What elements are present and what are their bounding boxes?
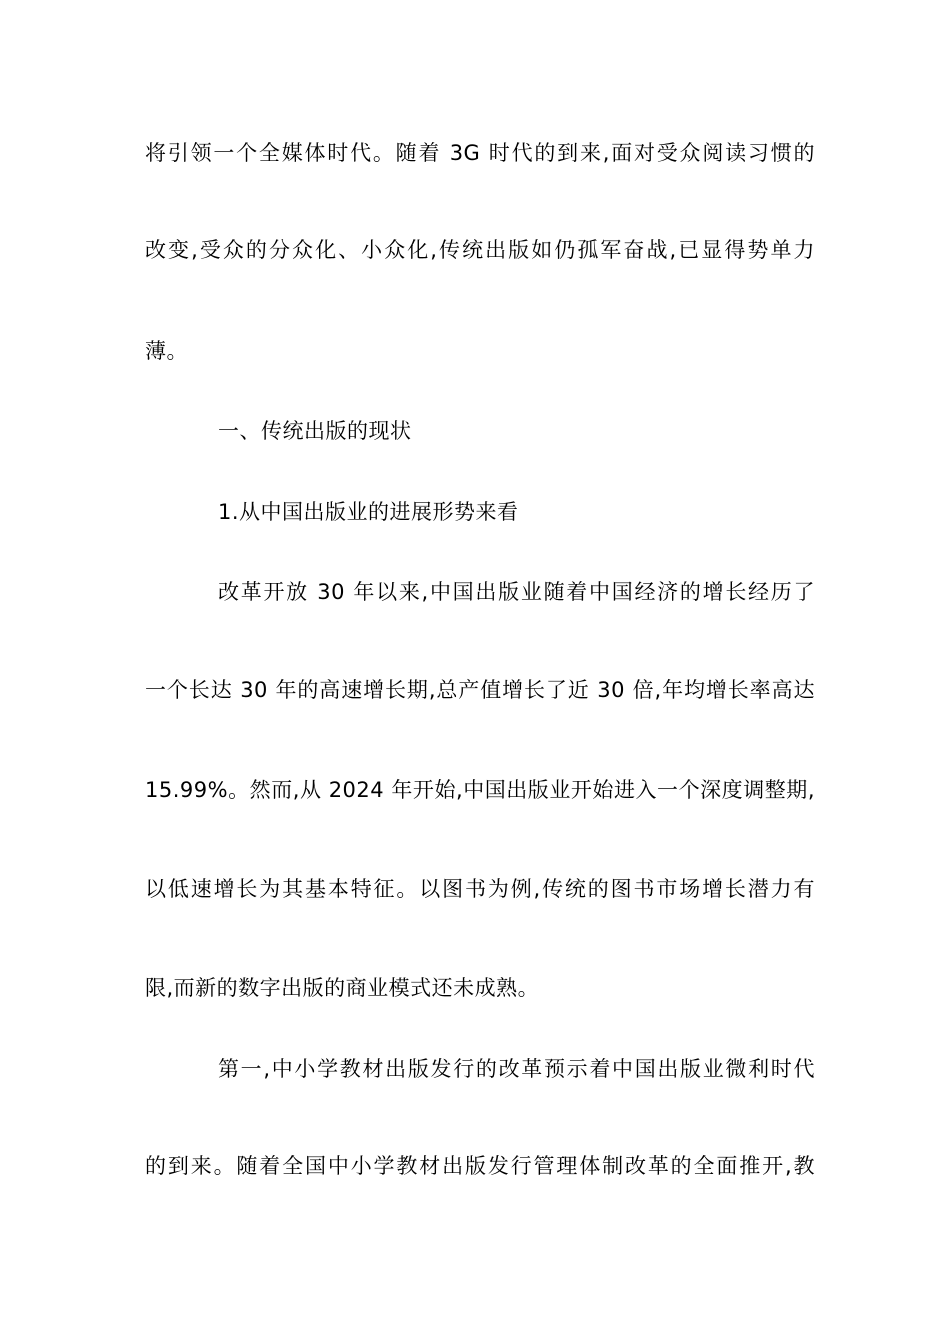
paragraph-line: 的到来。随着全国中小学教材出版发行管理体制改革的全面推开,教 <box>145 1154 815 1178</box>
paragraph-line: 将引领一个全媒体时代。随着 3G 时代的到来,面对受众阅读习惯的 <box>145 141 815 165</box>
paragraph-line: 改革开放 30 年以来,中国出版业随着中国经济的增长经历了 <box>218 580 815 604</box>
paragraph-line: 以低速增长为其基本特征。以图书为例,传统的图书市场增长潜力有 <box>145 877 815 901</box>
paragraph-line: 第一,中小学教材出版发行的改革预示着中国出版业微利时代 <box>218 1057 815 1081</box>
paragraph-line: 15.99%。然而,从 2024 年开始,中国出版业开始进入一个深度调整期, <box>145 778 815 802</box>
paragraph-line: 薄。 <box>145 339 188 363</box>
paragraph-line: 限,而新的数字出版的商业模式还未成熟。 <box>145 976 540 1000</box>
subsection-heading: 1.从中国出版业的进展形势来看 <box>218 500 519 524</box>
section-heading: 一、传统出版的现状 <box>218 419 412 443</box>
paragraph-line: 一个长达 30 年的高速增长期,总产值增长了近 30 倍,年均增长率高达 <box>145 678 815 702</box>
paragraph-line: 改变,受众的分众化、小众化,传统出版如仍孤军奋战,已显得势单力 <box>145 238 815 262</box>
